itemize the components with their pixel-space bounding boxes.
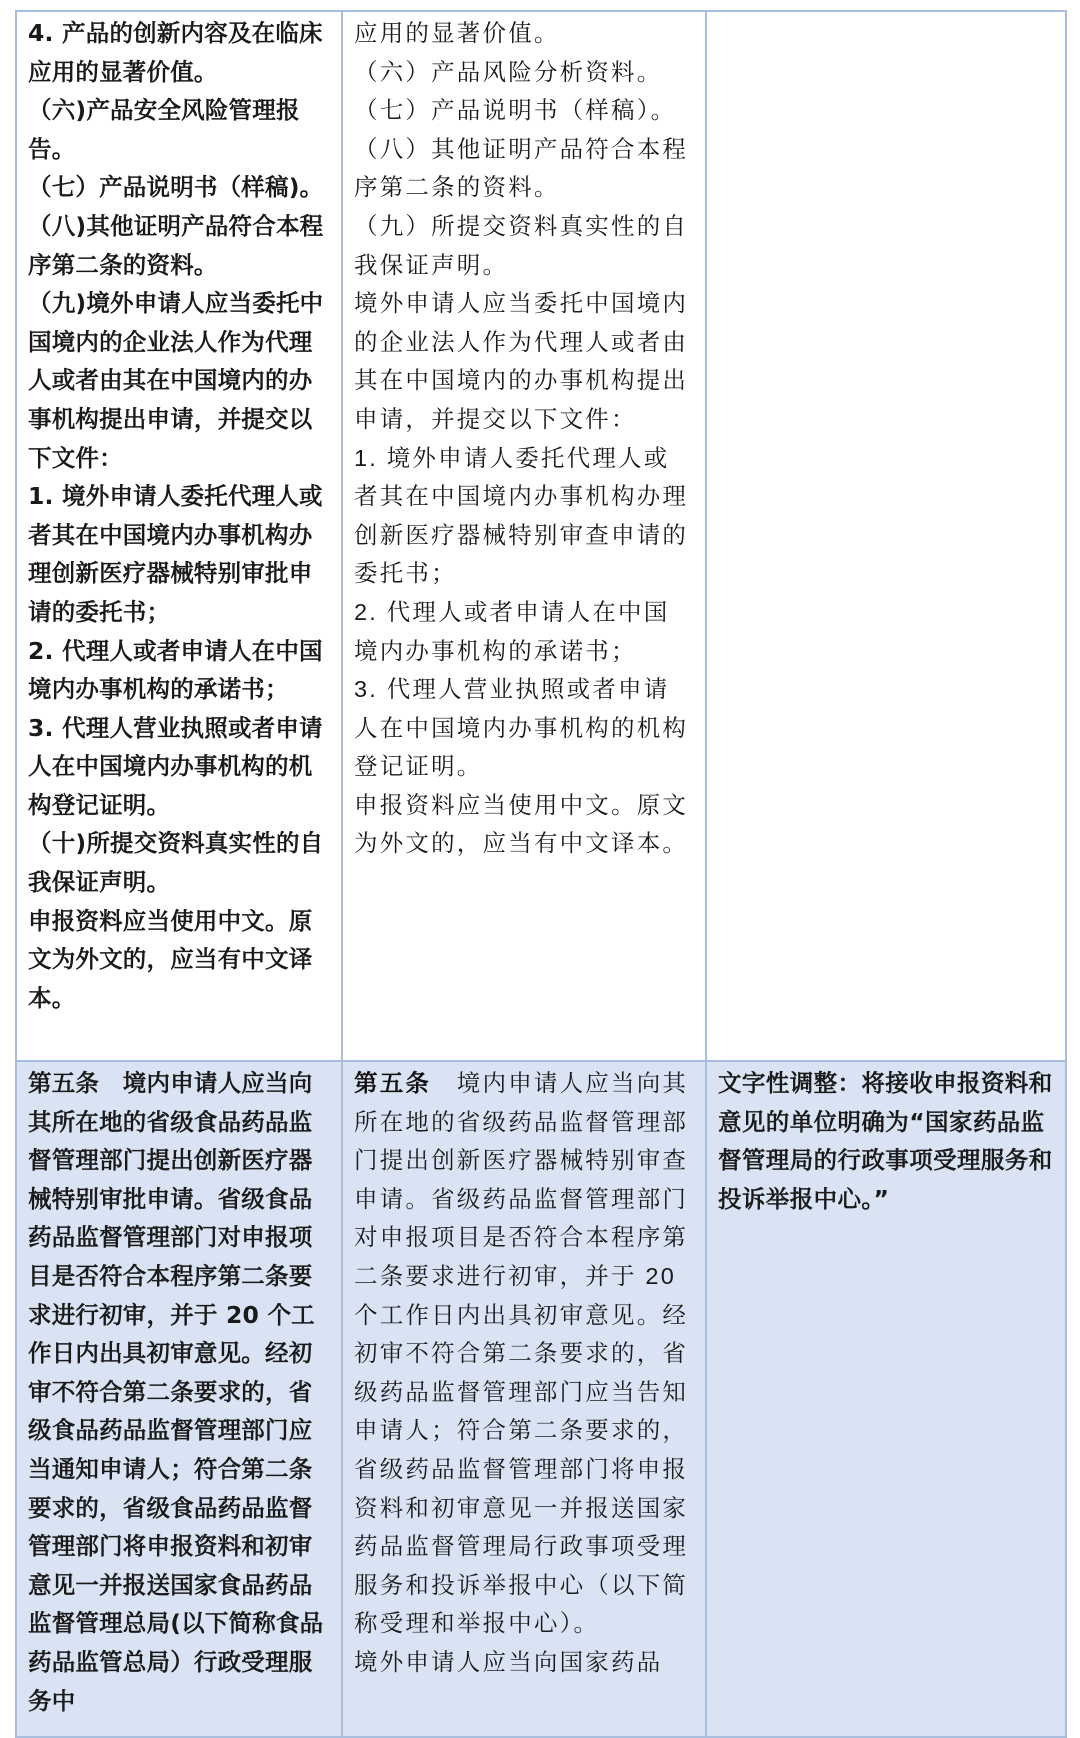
original-text: 第五条 境内申请人应当向其所在地的省级食品药品监督管理部门提出创新医疗器械特别审批申请。省级食品药品监督管理部门对申报项目是否符合本程序第二条要求进行初审，并于 20 个工作日内出具初审意见。经初审不符合第二条要求的，省级食品药品监督管理部门应当通知申请人；符合第二条要求的，省级食品药品监督管理部门将申报资料和初审意见一并报送国家食品药品监督管理总局(以下简称食品药品监管总局）行政受理服务中 [28, 1069, 324, 1715]
revision-note-cell [706, 1061, 1066, 1737]
original-text: 4. 产品的创新内容及在临床应用的显著价值。 （六)产品安全风险管理报告。 （七）产品说明书（样稿)。 （八)其他证明产品符合本程序第二条的资料。 （九)境外申请人应当委托中国境内的企业法人作为代理人或者由其在中国境内的办事机构提出申请，并提交以下文件： 1. 境外申请人委托代理人或者其在中国境内办事机构办理创新医疗器械特别审批申请的委托书； 2. 代理人或者申请人在中国境内办事机构的承诺书； 3. 代理人营业执照或者申请人在中国境内办事机构的机构登记证明。 （十)所提交资料真实性的自我保证声明。 申报资料应当使用中文。原文为外文的，应当有中文译本。 [28, 19, 324, 1012]
revised-text-cell [342, 1061, 706, 1737]
revision-note-cell [706, 11, 1066, 1061]
article-body: 境内申请人应当向其所在地的省级药品监督管理部门提出创新医疗器械特别审查申请。省级药品监督管理部门对申报项目是否符合本程序第二条要求进行初审，并于 20 个工作日内出具初审意见。经初审不符合第二条要求的，省级药品监督管理部门应当告知申请人；符合第二条要求的，省级药品监督管理部门将申报资料和初审意见一并报送国家药品监督管理局行政事项受理服务和投诉举报中心（以下简称受理和举报中心）。 境外申请人应当向国家药品 [354, 1070, 689, 1675]
revised-text [354, 1064, 694, 1682]
revised-text-cell [342, 11, 706, 1061]
revised-text: 应用的显著价值。 （六）产品风险分析资料。 （七）产品说明书（样稿）。 （八）其他证明产品符合本程序第二条的资料。 （九）所提交资料真实性的自我保证声明。 境外申请人应当委托中国境内的企业法人作为代理人或者由其在中国境内的办事机构提出申请，并提交以下文件： 1. 境外申请人委托代理人或者其在中国境内办事机构办理创新医疗器械特别审查申请的委托书； 2. 代理人或者申请人在中国境内办事机构的承诺书； 3. 代理人营业执照或者申请人在中国境内办事机构的机构登记证明。 申报资料应当使用中文。原文为外文的，应当有中文译本。 [354, 20, 689, 857]
article-heading: 第五条 [354, 1070, 432, 1096]
revision-note: 文字性调整：将接收申报资料和意见的单位明确为“国家药品监督管理局的行政事项受理服务和投诉举报中心。” [718, 1069, 1053, 1213]
table-row [16, 11, 1066, 1061]
original-text-cell [16, 11, 342, 1061]
original-text-cell [16, 1061, 342, 1737]
comparison-table [15, 10, 1067, 1738]
table-row [16, 1061, 1066, 1737]
